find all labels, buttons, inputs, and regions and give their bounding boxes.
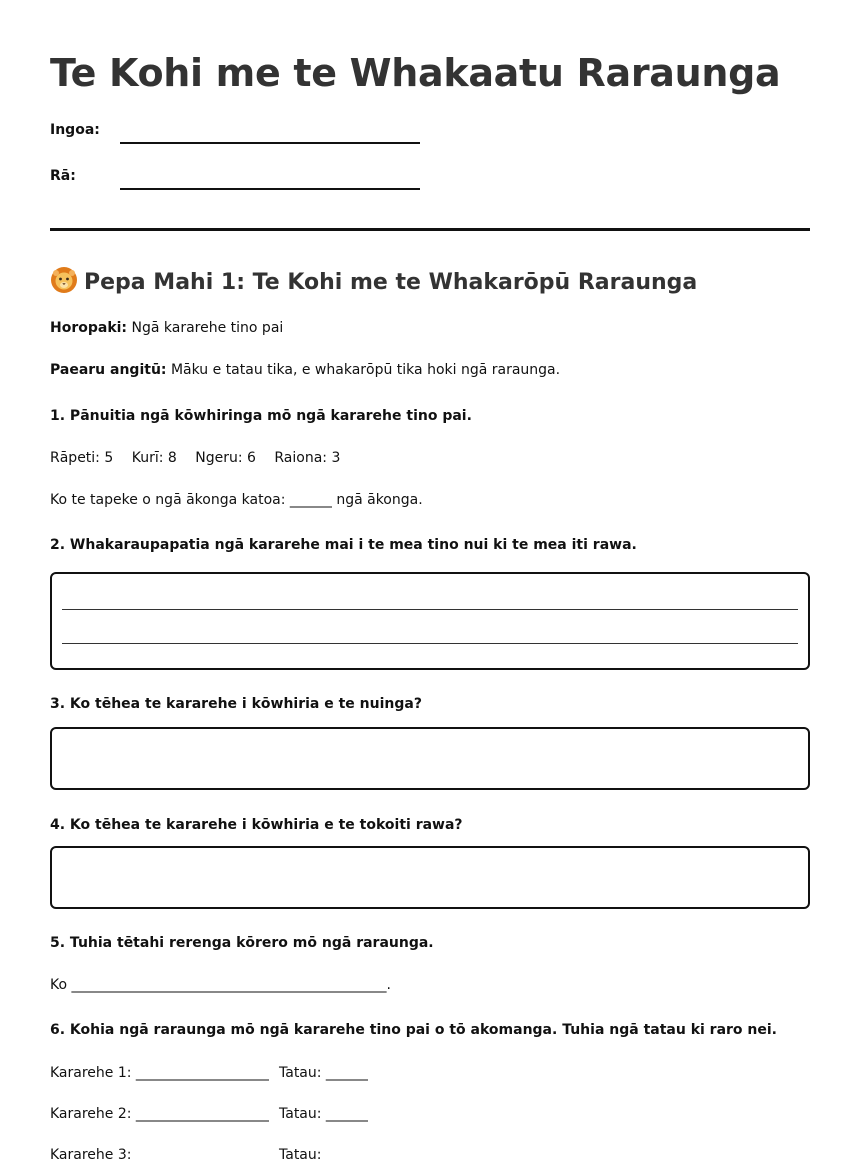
count-cat: Ngeru: 6 <box>195 450 256 466</box>
header-divider <box>50 228 810 231</box>
date-input-line[interactable] <box>120 188 420 190</box>
worksheet-heading-text: Pepa Mahi 1: Te Kohi me te Whakarōpū Raraunga <box>84 270 698 295</box>
animal-field[interactable]: Kararehe 1: ___________________ <box>50 1065 269 1081</box>
answer-line <box>62 609 798 610</box>
name-field <box>50 122 450 152</box>
count-field[interactable]: Tatau: <box>279 1147 322 1163</box>
criteria-label: Paearu angitū: <box>50 362 167 378</box>
tally-row-3 <box>50 1145 321 1165</box>
question-4: 4. Ko tēhea te kararehe i kōwhiria e te tokoiti rawa? <box>50 817 463 833</box>
sentence-line[interactable]: Ko _____________________________________________. <box>50 977 391 993</box>
topic-line <box>50 318 283 338</box>
topic-label: Horopaki: <box>50 320 128 336</box>
criteria-value: Māku e tatau tika, e whakarōpū tika hoki ngā raraunga. <box>170 362 561 378</box>
question-3: 3. Ko tēhea te kararehe i kōwhiria e te nuinga? <box>50 696 422 712</box>
date-label: Rā: <box>50 168 76 184</box>
count-rabbit: Rāpeti: 5 <box>50 450 114 466</box>
count-field[interactable]: Tatau: ______ <box>279 1106 368 1122</box>
name-label: Ingoa: <box>50 122 100 138</box>
animal-field[interactable]: Kararehe 3: <box>50 1147 132 1163</box>
page-title: Te Kohi me te Whakaatu Raraunga <box>50 51 781 95</box>
question-1: 1. Pānuitia ngā kōwhiringa mō ngā kararehe tino pai. <box>50 408 472 424</box>
question-5: 5. Tuhia tētahi rerenga kōrero mō ngā raraunga. <box>50 935 434 951</box>
vote-counts <box>50 448 354 468</box>
count-dog: Kurī: 8 <box>131 450 177 466</box>
question-2: 2. Whakaraupapatia ngā kararehe mai i te mea tino nui ki te mea iti rawa. <box>50 537 637 553</box>
answer-box-4[interactable] <box>50 846 810 909</box>
answer-box-3[interactable] <box>50 727 810 790</box>
criteria-line <box>50 360 560 380</box>
date-field <box>50 168 450 198</box>
animal-field[interactable]: Kararehe 2: ___________________ <box>50 1106 269 1122</box>
total-line[interactable]: Ko te tapeke o ngā ākonga katoa: ______ ngā ākonga. <box>50 492 423 508</box>
tally-row-1 <box>50 1063 368 1083</box>
question-6: 6. Kohia ngā raraunga mō ngā kararehe tino pai o tō akomanga. Tuhia ngā tatau ki raro nei. <box>50 1022 778 1038</box>
count-lion: Raiona: 3 <box>274 450 341 466</box>
topic-value: Ngā kararehe tino pai <box>131 320 284 336</box>
count-field[interactable]: Tatau: ______ <box>279 1065 368 1081</box>
answer-box-2[interactable] <box>50 572 810 670</box>
lion-face-icon <box>50 266 78 294</box>
answer-line <box>62 643 798 644</box>
tally-row-2 <box>50 1104 368 1124</box>
worksheet-heading <box>50 266 697 299</box>
name-input-line[interactable] <box>120 142 420 144</box>
